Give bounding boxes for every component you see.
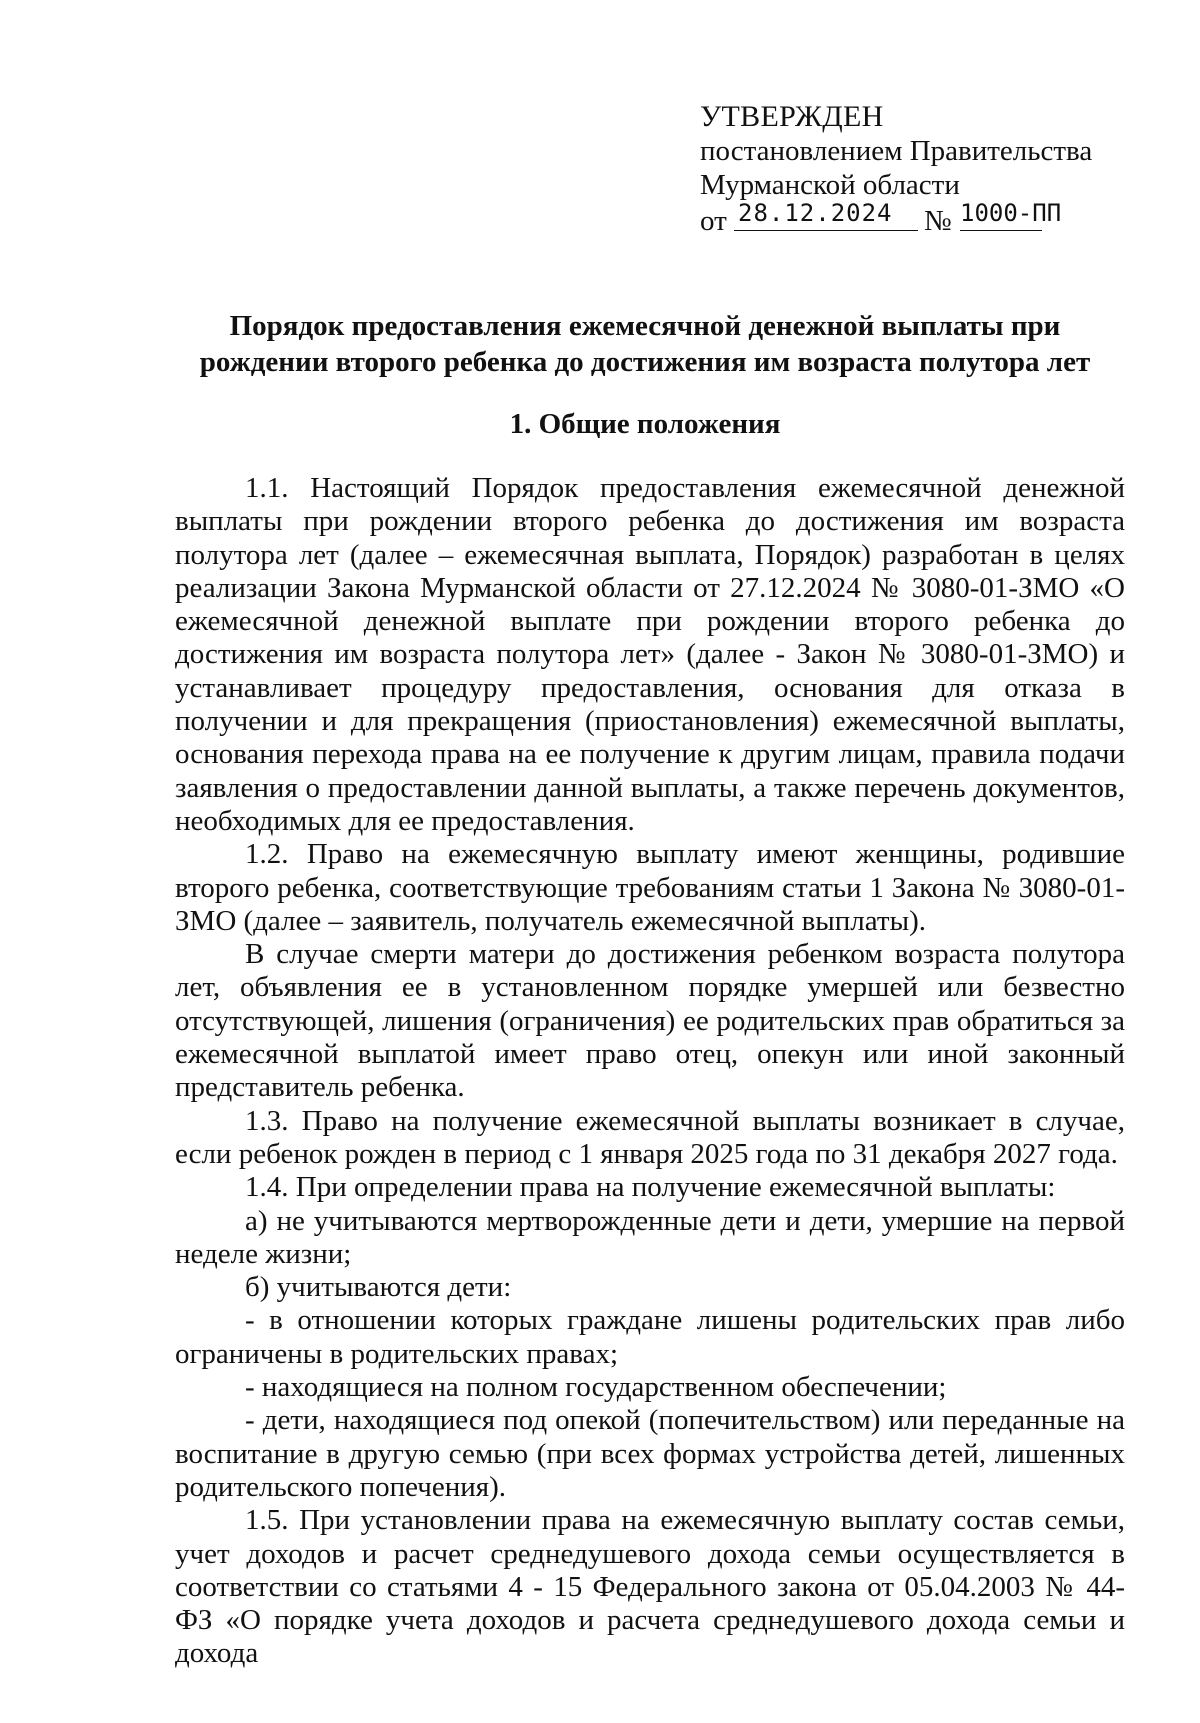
paragraph-1-4-b-item-3: - дети, находящиеся под опекой (попечительством) или переданные на воспитание в другую семью (при всех формах устройства детей, лишенных родительского попечения). (175, 1404, 1125, 1503)
approval-block (700, 100, 1150, 236)
paragraph-1-4-a: а) не учитываются мертворожденные дети и дети, умершие на первой неделе жизни; (175, 1204, 1125, 1270)
document-title-line-2: рождении второго ребенка до достижения им возраста полутора лет (199, 346, 1091, 378)
approval-date: 28.12.2024 (734, 196, 918, 231)
document-body (175, 472, 1125, 1671)
paragraph-1-2-continuation: В случае смерти матери до достижения ребенком возраста полутора лет, объявления ее в установленном порядке умершей или безвестно отсутствующей, лишения (ограничения) ее родительских прав обратиться за ежемесячной выплатой имеет право отец, опекун или иной законный представитель ребенка. (175, 938, 1125, 1104)
paragraph-1-5: 1.5. При установлении права на ежемесячную выплату состав семьи, учет доходов и расчет среднедушевого дохода семьи осуществляется в соответствии со статьями 4 - 15 Федерального закона от 05.04.2003 № 44-ФЗ «О порядке учета доходов и расчета среднедушевого дохода семьи и дохода (175, 1504, 1125, 1670)
approval-line-1: постановлением Правительства (700, 135, 1093, 167)
paragraph-1-4-b-item-2: - находящиеся на полном государственном обеспечении; (245, 1371, 947, 1404)
paragraph-1-4-b: б) учитываются дети: (245, 1271, 512, 1304)
approval-number: 1000-ПП (960, 196, 1042, 231)
paragraph-1-2: 1.2. Право на ежемесячную выплату имеют женщины, родившие второго ребенка, соответствующие требованиям статьи 1 Закона № 3080-01-ЗМО (далее – заявитель, получатель ежемесячной выплаты). (175, 838, 1125, 937)
paragraph-1-4-b-item-1: - в отношении которых граждане лишены родительских прав либо ограничены в родительских правах; (175, 1304, 1125, 1370)
approval-heading: УТВЕРЖДЕН (700, 100, 884, 133)
paragraph-1-3: 1.3. Право на получение ежемесячной выплаты возникает в случае, если ребенок рожден в период с 1 января 2025 года по 31 декабря 2027 года. (175, 1104, 1125, 1170)
document-title (170, 308, 1120, 380)
approval-line-2: Мурманской области (700, 169, 960, 201)
paragraph-1-1: 1.1. Настоящий Порядок предоставления ежемесячной денежной выплаты при рождении второго ребенка до достижения им возраста полутора лет (далее – ежемесячная выплата, Порядок) разработан в целях реализации Закона Мурманской области от 27.12.2024 № 3080-01-ЗМО «О ежемесячной денежной выплате при рождении второго ребенка до достижения им возраста полутора лет» (далее - Закон № 3080-01-ЗМО) и устанавливает процедуру предоставления, основания для отказа в получении и для прекращения (приостановления) ежемесячной выплаты, основания перехода права на ее получение к другим лицам, правила подачи заявления о предоставлении данной выплаты, а также перечень документов, необходимых для ее предоставления. (175, 472, 1125, 837)
approval-date-row (700, 199, 1150, 237)
section-title: 1. Общие положения (509, 408, 781, 440)
number-sign: № (924, 205, 952, 237)
document-title-line-1: Порядок предоставления ежемесячной денежной выплаты при (229, 310, 1061, 342)
paragraph-1-4: 1.4. При определении права на получение ежемесячной выплаты: (245, 1171, 1056, 1204)
date-prefix: от (700, 205, 727, 237)
